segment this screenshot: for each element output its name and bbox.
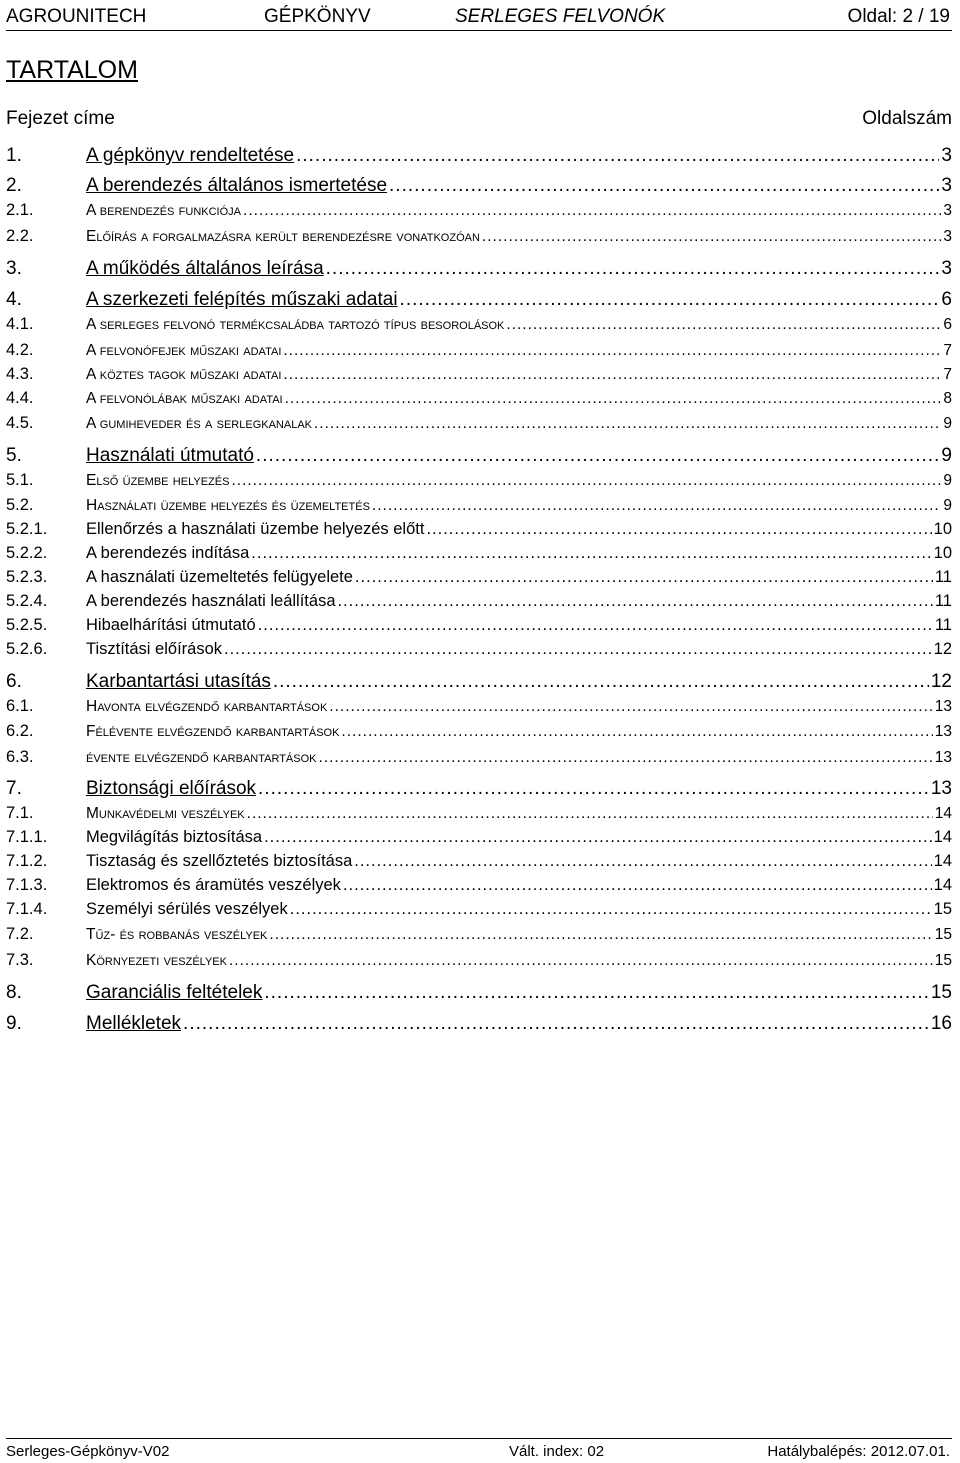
toc-dot-leader — [283, 342, 941, 360]
toc-entry-title: A köztes tagok műszaki adatai — [86, 366, 282, 383]
toc-entry-title: Használati útmutató — [86, 445, 254, 466]
toc-entry-title: A serleges felvonó termékcsaládba tartozó típus besorolások — [86, 316, 505, 333]
toc-entry-title: Használati üzembe helyezés és üzemeltetés — [86, 497, 370, 514]
toc-entry[interactable] — [6, 616, 952, 635]
toc-entry[interactable] — [6, 471, 952, 490]
toc-entry-number: 5.2.1. — [6, 520, 48, 538]
toc-entry[interactable] — [6, 748, 952, 767]
toc-title: TARTALOM — [6, 56, 138, 84]
toc-entry[interactable] — [6, 389, 952, 408]
toc-entry-page: 9 — [941, 445, 952, 466]
toc-entry[interactable] — [6, 900, 952, 919]
toc-entry-title: A használati üzemeltetés felügyelete — [86, 568, 353, 586]
toc-entry[interactable] — [6, 925, 952, 944]
toc-dot-leader — [258, 778, 929, 800]
toc-entry-title: Elektromos és áramütés veszélyek — [86, 876, 341, 894]
toc-entry-title: évente elvégzendő karbantartások — [86, 749, 317, 766]
toc-entry-page: 9 — [943, 472, 952, 489]
toc-entry-title: A szerkezeti felépítés műszaki adatai — [86, 289, 398, 310]
toc-entry-page: 6 — [941, 289, 952, 310]
toc-entry[interactable] — [6, 876, 952, 895]
toc-entry-title: Környezeti veszélyek — [86, 952, 227, 969]
toc-entry[interactable] — [6, 592, 952, 611]
toc-entry-number: 4. — [6, 289, 22, 310]
toc-entry-number: 5.2. — [6, 496, 34, 514]
toc-entry-title: A működés általános leírása — [86, 258, 324, 279]
toc-entry-page: 14 — [933, 828, 952, 846]
toc-entry-page: 13 — [930, 778, 952, 799]
toc-dot-leader — [258, 616, 933, 635]
toc-entry-number: 4.1. — [6, 315, 34, 333]
toc-entry-number: 5.2.6. — [6, 640, 48, 658]
toc-dot-leader — [354, 852, 931, 871]
toc-entry-number: 6.2. — [6, 722, 34, 740]
toc-entry[interactable] — [6, 315, 952, 334]
toc-entry-number: 5.2.2. — [6, 544, 48, 562]
toc-entry[interactable] — [6, 365, 952, 384]
toc-entry-page: 3 — [941, 145, 952, 166]
toc-entry-title: Tisztítási előírások — [86, 640, 223, 658]
toc-dot-leader — [314, 415, 941, 433]
toc-entry-page: 14 — [933, 852, 952, 870]
toc-entry-page: 9 — [943, 497, 952, 514]
toc-entry-number: 4.4. — [6, 389, 34, 407]
toc-dot-leader — [290, 900, 932, 919]
chapter-column-heading: Fejezet címe — [6, 108, 115, 129]
toc-dot-leader — [355, 568, 933, 587]
toc-entry-title: A gépkönyv rendeltetése — [86, 145, 295, 166]
toc-entry-title: A felvonófejek műszaki adatai — [86, 342, 282, 359]
toc-entry-page: 11 — [934, 568, 952, 586]
toc-entry[interactable] — [6, 951, 952, 970]
toc-dot-leader — [183, 1013, 929, 1035]
toc-entry-title: Karbantartási utasítás — [86, 671, 271, 692]
toc-dot-leader — [243, 202, 941, 220]
toc-entry-title: Mellékletek — [86, 1013, 182, 1034]
toc-dot-leader — [372, 497, 941, 515]
toc-entry-number: 5.2.5. — [6, 616, 48, 634]
toc-entry[interactable] — [6, 568, 952, 587]
toc-entry-page: 15 — [933, 900, 952, 918]
toc-dot-leader — [296, 145, 939, 167]
toc-entry[interactable] — [6, 227, 952, 246]
toc-entry[interactable] — [6, 201, 952, 220]
toc-entry-title: Megvilágítás biztosítása — [86, 828, 263, 846]
toc-entry-number: 7.1. — [6, 804, 34, 822]
toc-entry-number: 9. — [6, 1013, 22, 1034]
toc-entry-title: Hibaelhárítási útmutató — [86, 616, 256, 634]
page-column-heading: Oldalszám — [862, 108, 952, 129]
toc-entry-page: 14 — [933, 876, 952, 894]
toc-entry-title: Ellenőrzés a használati üzembe helyezés előtt — [86, 520, 425, 538]
toc-dot-leader — [269, 926, 932, 944]
toc-entry-title: Biztonsági előírások — [86, 778, 257, 799]
toc-entry-title: Előírás a forgalmazásra került berendezésre vonatkozóan — [86, 228, 480, 245]
toc-dot-leader — [273, 671, 929, 693]
toc-entry-number: 7.1.3. — [6, 876, 48, 894]
toc-entry[interactable] — [6, 828, 952, 847]
toc-dot-leader — [256, 445, 940, 467]
toc-entry[interactable] — [6, 640, 952, 659]
toc-entry-page: 15 — [930, 982, 952, 1003]
toc-entry[interactable] — [6, 722, 952, 741]
toc-entry-title: Első üzembe helyezés — [86, 472, 230, 489]
toc-entry-page: 6 — [943, 316, 952, 333]
toc-dot-leader — [329, 698, 932, 716]
toc-dot-leader — [389, 175, 939, 197]
page-number: Oldal: 2 / 19 — [847, 6, 950, 27]
toc-entry-page: 7 — [943, 366, 952, 383]
toc-entry-page: 3 — [941, 175, 952, 196]
toc-entry-title: Havonta elvégzendő karbantartások — [86, 698, 328, 715]
toc-dot-leader — [343, 876, 932, 895]
document-type: GÉPKÖNYV — [264, 6, 371, 27]
effective-date: Hatálybalépés: 2012.07.01. — [767, 1443, 950, 1460]
toc-entry-page: 11 — [934, 616, 952, 634]
toc-entry[interactable] — [6, 544, 952, 563]
toc-entry[interactable] — [6, 697, 952, 716]
toc-entry-number: 1. — [6, 145, 22, 166]
toc-entry-title: Garanciális feltételek — [86, 982, 263, 1003]
toc-entry-page: 10 — [933, 544, 952, 562]
document-id: Serleges-Gépkönyv-V02 — [6, 1443, 170, 1460]
toc-entry[interactable] — [6, 1013, 952, 1035]
toc-dot-leader — [247, 805, 933, 823]
toc-entry-page: 3 — [943, 202, 952, 219]
toc-entry-number: 4.5. — [6, 414, 34, 432]
toc-entry-page: 3 — [943, 228, 952, 245]
toc-entry[interactable] — [6, 258, 952, 280]
toc-dot-leader — [400, 289, 940, 311]
toc-entry[interactable] — [6, 804, 952, 823]
toc-entry-number: 5.2.3. — [6, 568, 48, 586]
toc-entry-page: 16 — [930, 1013, 952, 1034]
toc-entry-page: 13 — [934, 749, 952, 766]
toc-entry[interactable] — [6, 145, 952, 167]
toc-entry[interactable] — [6, 982, 952, 1004]
toc-entry-title: A gumiheveder és a serlegkanalak — [86, 415, 312, 432]
toc-dot-leader — [341, 723, 932, 741]
toc-entry-title: Félévente elvégzendő karbantartások — [86, 723, 340, 740]
toc-dot-leader — [224, 640, 932, 659]
toc-entry-number: 6.3. — [6, 748, 34, 766]
toc-entry-number: 7.1.4. — [6, 900, 48, 918]
toc-entry-title: Munkavédelmi veszélyek — [86, 805, 245, 822]
page-footer — [6, 1438, 952, 1463]
toc-entry-title: A felvonólábak műszaki adatai — [86, 390, 283, 407]
toc-entry-number: 4.2. — [6, 341, 34, 359]
toc-entry-title: A berendezés használati leállítása — [86, 592, 336, 610]
toc-entry-page: 13 — [934, 723, 952, 740]
toc-entry-number: 5.1. — [6, 471, 34, 489]
company-name: AGROUNITECH — [6, 6, 147, 27]
toc-entry-number: 2.2. — [6, 227, 34, 245]
toc-entry-title: Tisztaság és szellőztetés biztosítása — [86, 852, 353, 870]
toc-entry-number: 4.3. — [6, 365, 34, 383]
change-index: Vált. index: 02 — [509, 1443, 605, 1460]
toc-dot-leader — [264, 982, 928, 1004]
toc-entry-number: 5.2.4. — [6, 592, 48, 610]
toc-entry-number: 8. — [6, 982, 22, 1003]
toc-entry-page: 14 — [934, 805, 952, 822]
toc-entry-page: 3 — [941, 258, 952, 279]
toc-dot-leader — [506, 316, 941, 334]
toc-dot-leader — [264, 828, 932, 847]
toc-entry-page: 13 — [934, 698, 952, 715]
toc-entry-number: 7.2. — [6, 925, 34, 943]
toc-entry[interactable] — [6, 341, 952, 360]
toc-entry-page: 12 — [930, 671, 952, 692]
toc-entry-page: 15 — [934, 952, 952, 969]
toc-entry-number: 2. — [6, 175, 22, 196]
toc-dot-leader — [426, 520, 931, 539]
toc-entry-number: 7.1.2. — [6, 852, 48, 870]
toc-entry-title: A berendezés funkciója — [86, 202, 242, 219]
toc-entry-page: 11 — [934, 592, 952, 610]
toc-entry-number: 6. — [6, 671, 22, 692]
toc-dot-leader — [482, 228, 941, 246]
toc-entry-number: 7.3. — [6, 951, 34, 969]
toc-entry-title: Személyi sérülés veszélyek — [86, 900, 288, 918]
toc-entry[interactable] — [6, 671, 952, 693]
toc-entry[interactable] — [6, 175, 952, 197]
page-header — [6, 4, 952, 31]
toc-entry-number: 7.1.1. — [6, 828, 48, 846]
toc-entry-page: 8 — [943, 390, 952, 407]
toc-entry-page: 12 — [933, 640, 952, 658]
toc-dot-leader — [251, 544, 931, 563]
toc-entry[interactable] — [6, 778, 952, 800]
toc-entry-number: 3. — [6, 258, 22, 279]
product-name: SERLEGES FELVONÓK — [455, 6, 666, 27]
toc-entry-number: 5. — [6, 445, 22, 466]
toc-dot-leader — [338, 592, 933, 611]
toc-dot-leader — [231, 472, 941, 490]
toc-entry[interactable] — [6, 414, 952, 433]
toc-entry-page: 15 — [934, 926, 952, 943]
toc-entry[interactable] — [6, 445, 952, 467]
toc-entry-title: Tűz- és robbanás veszélyek — [86, 926, 268, 943]
toc-dot-leader — [319, 749, 933, 767]
toc-dot-leader — [285, 390, 942, 408]
toc-entry[interactable] — [6, 520, 952, 539]
toc-entry-title: A berendezés indítása — [86, 544, 250, 562]
toc-entry[interactable] — [6, 496, 952, 515]
toc-entry-number: 2.1. — [6, 201, 34, 219]
toc-entry[interactable] — [6, 852, 952, 871]
toc-entry[interactable] — [6, 289, 952, 311]
toc-entry-number: 6.1. — [6, 697, 34, 715]
toc-entry-number: 7. — [6, 778, 22, 799]
toc-entry-title: A berendezés általános ismertetése — [86, 175, 388, 196]
toc-dot-leader — [283, 366, 941, 384]
toc-dot-leader — [326, 258, 940, 280]
toc-entry-page: 7 — [943, 342, 952, 359]
toc-dot-leader — [229, 952, 933, 970]
toc-entry-page: 9 — [943, 415, 952, 432]
toc-entry-page: 10 — [933, 520, 952, 538]
